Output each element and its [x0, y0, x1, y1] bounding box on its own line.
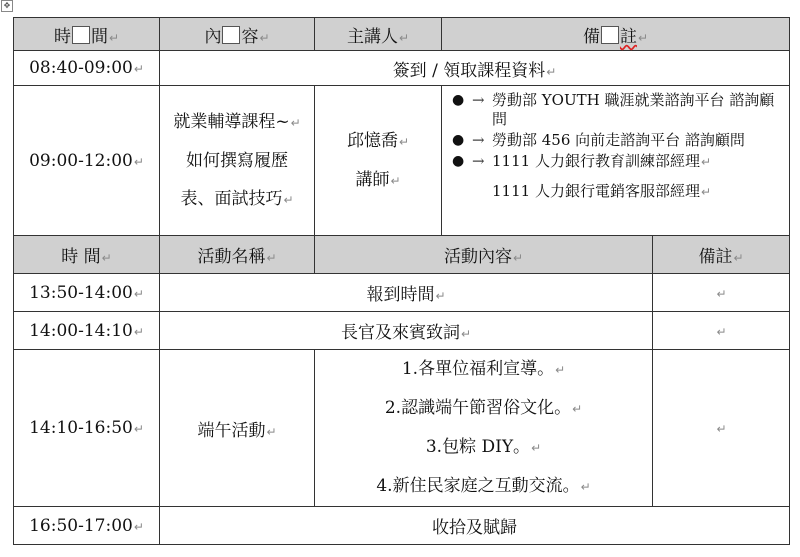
header2-activity-name: 活動名稱↵: [160, 236, 315, 274]
header-row-1: [14, 18, 790, 51]
activity-time: 13:50-14:00↵: [14, 274, 160, 312]
header-row-2: [14, 236, 790, 274]
activity-remarks: ↵: [653, 312, 790, 350]
end-time: 16:50-17:00↵: [14, 507, 160, 545]
list-item: ● → 1111 人力銀行教育訓練部經理↵: [452, 152, 712, 170]
end-content: 收拾及賦歸: [160, 507, 790, 545]
list-item: 2.認識端午節習俗文化。↵: [384, 398, 583, 418]
list-item: 1.各單位福利宣導。↵: [401, 359, 566, 379]
course-time: 09:00-12:00↵: [14, 86, 160, 236]
table-row-end: [14, 507, 790, 545]
header-time: 時 間↵: [14, 18, 160, 51]
signin-time: 08:40-09:00↵: [14, 51, 160, 86]
table-row-festival: [14, 350, 790, 507]
festival-items: [315, 350, 653, 507]
arrow-icon: →: [472, 91, 485, 109]
bullet-icon: ●: [452, 92, 465, 108]
course-remarks: [442, 86, 790, 236]
course-speaker: 邱憶喬↵ 講師↵: [315, 86, 442, 236]
bullet-icon: ●: [452, 132, 465, 148]
remarks-extra-line: 1111 人力銀行電銷客服部經理↵: [492, 182, 712, 200]
activity-time: 14:00-14:10↵: [14, 312, 160, 350]
table-row-course: [14, 86, 790, 236]
list-item: ● → 勞動部 YOUTH 職涯就業諮詢平台 諮詢顧問: [452, 91, 775, 128]
table-move-handle-icon[interactable]: ✥: [1, 0, 13, 12]
header2-activity-content: 活動內容↵: [315, 236, 653, 274]
course-content: 就業輔導課程~↵ 如何撰寫履歷 表、面試技巧↵: [160, 86, 315, 236]
header2-remarks: 備註↵: [653, 236, 790, 274]
schedule-table: [13, 17, 790, 545]
header-remarks: 備 註↵: [442, 18, 790, 51]
bullet-icon: ●: [452, 153, 465, 169]
table-row-signin: [14, 51, 790, 86]
list-item: 3.包粽 DIY。↵: [425, 437, 542, 457]
header2-time: 時 間↵: [14, 236, 160, 274]
activity-content: 長官及來賓致詞↵: [160, 312, 653, 350]
festival-name: 端午活動↵: [160, 350, 315, 507]
arrow-icon: →: [472, 131, 485, 149]
activity-content: 報到時間↵: [160, 274, 653, 312]
festival-remarks: ↵: [653, 350, 790, 507]
festival-time: 14:10-16:50↵: [14, 350, 160, 507]
table-row: [14, 312, 790, 350]
header-speaker: 主講人↵: [315, 18, 442, 51]
activity-remarks: ↵: [653, 274, 790, 312]
remarks-list: [442, 91, 789, 172]
signin-content: 簽到 / 領取課程資料↵: [160, 51, 790, 86]
list-item: ● → 勞動部 456 向前走諮詢平台 諮詢顧問: [452, 131, 745, 149]
arrow-icon: →: [472, 152, 485, 170]
header-content: 內 容↵: [160, 18, 315, 51]
list-item: 4.新住民家庭之互動交流。↵: [376, 476, 591, 496]
table-row: [14, 274, 790, 312]
